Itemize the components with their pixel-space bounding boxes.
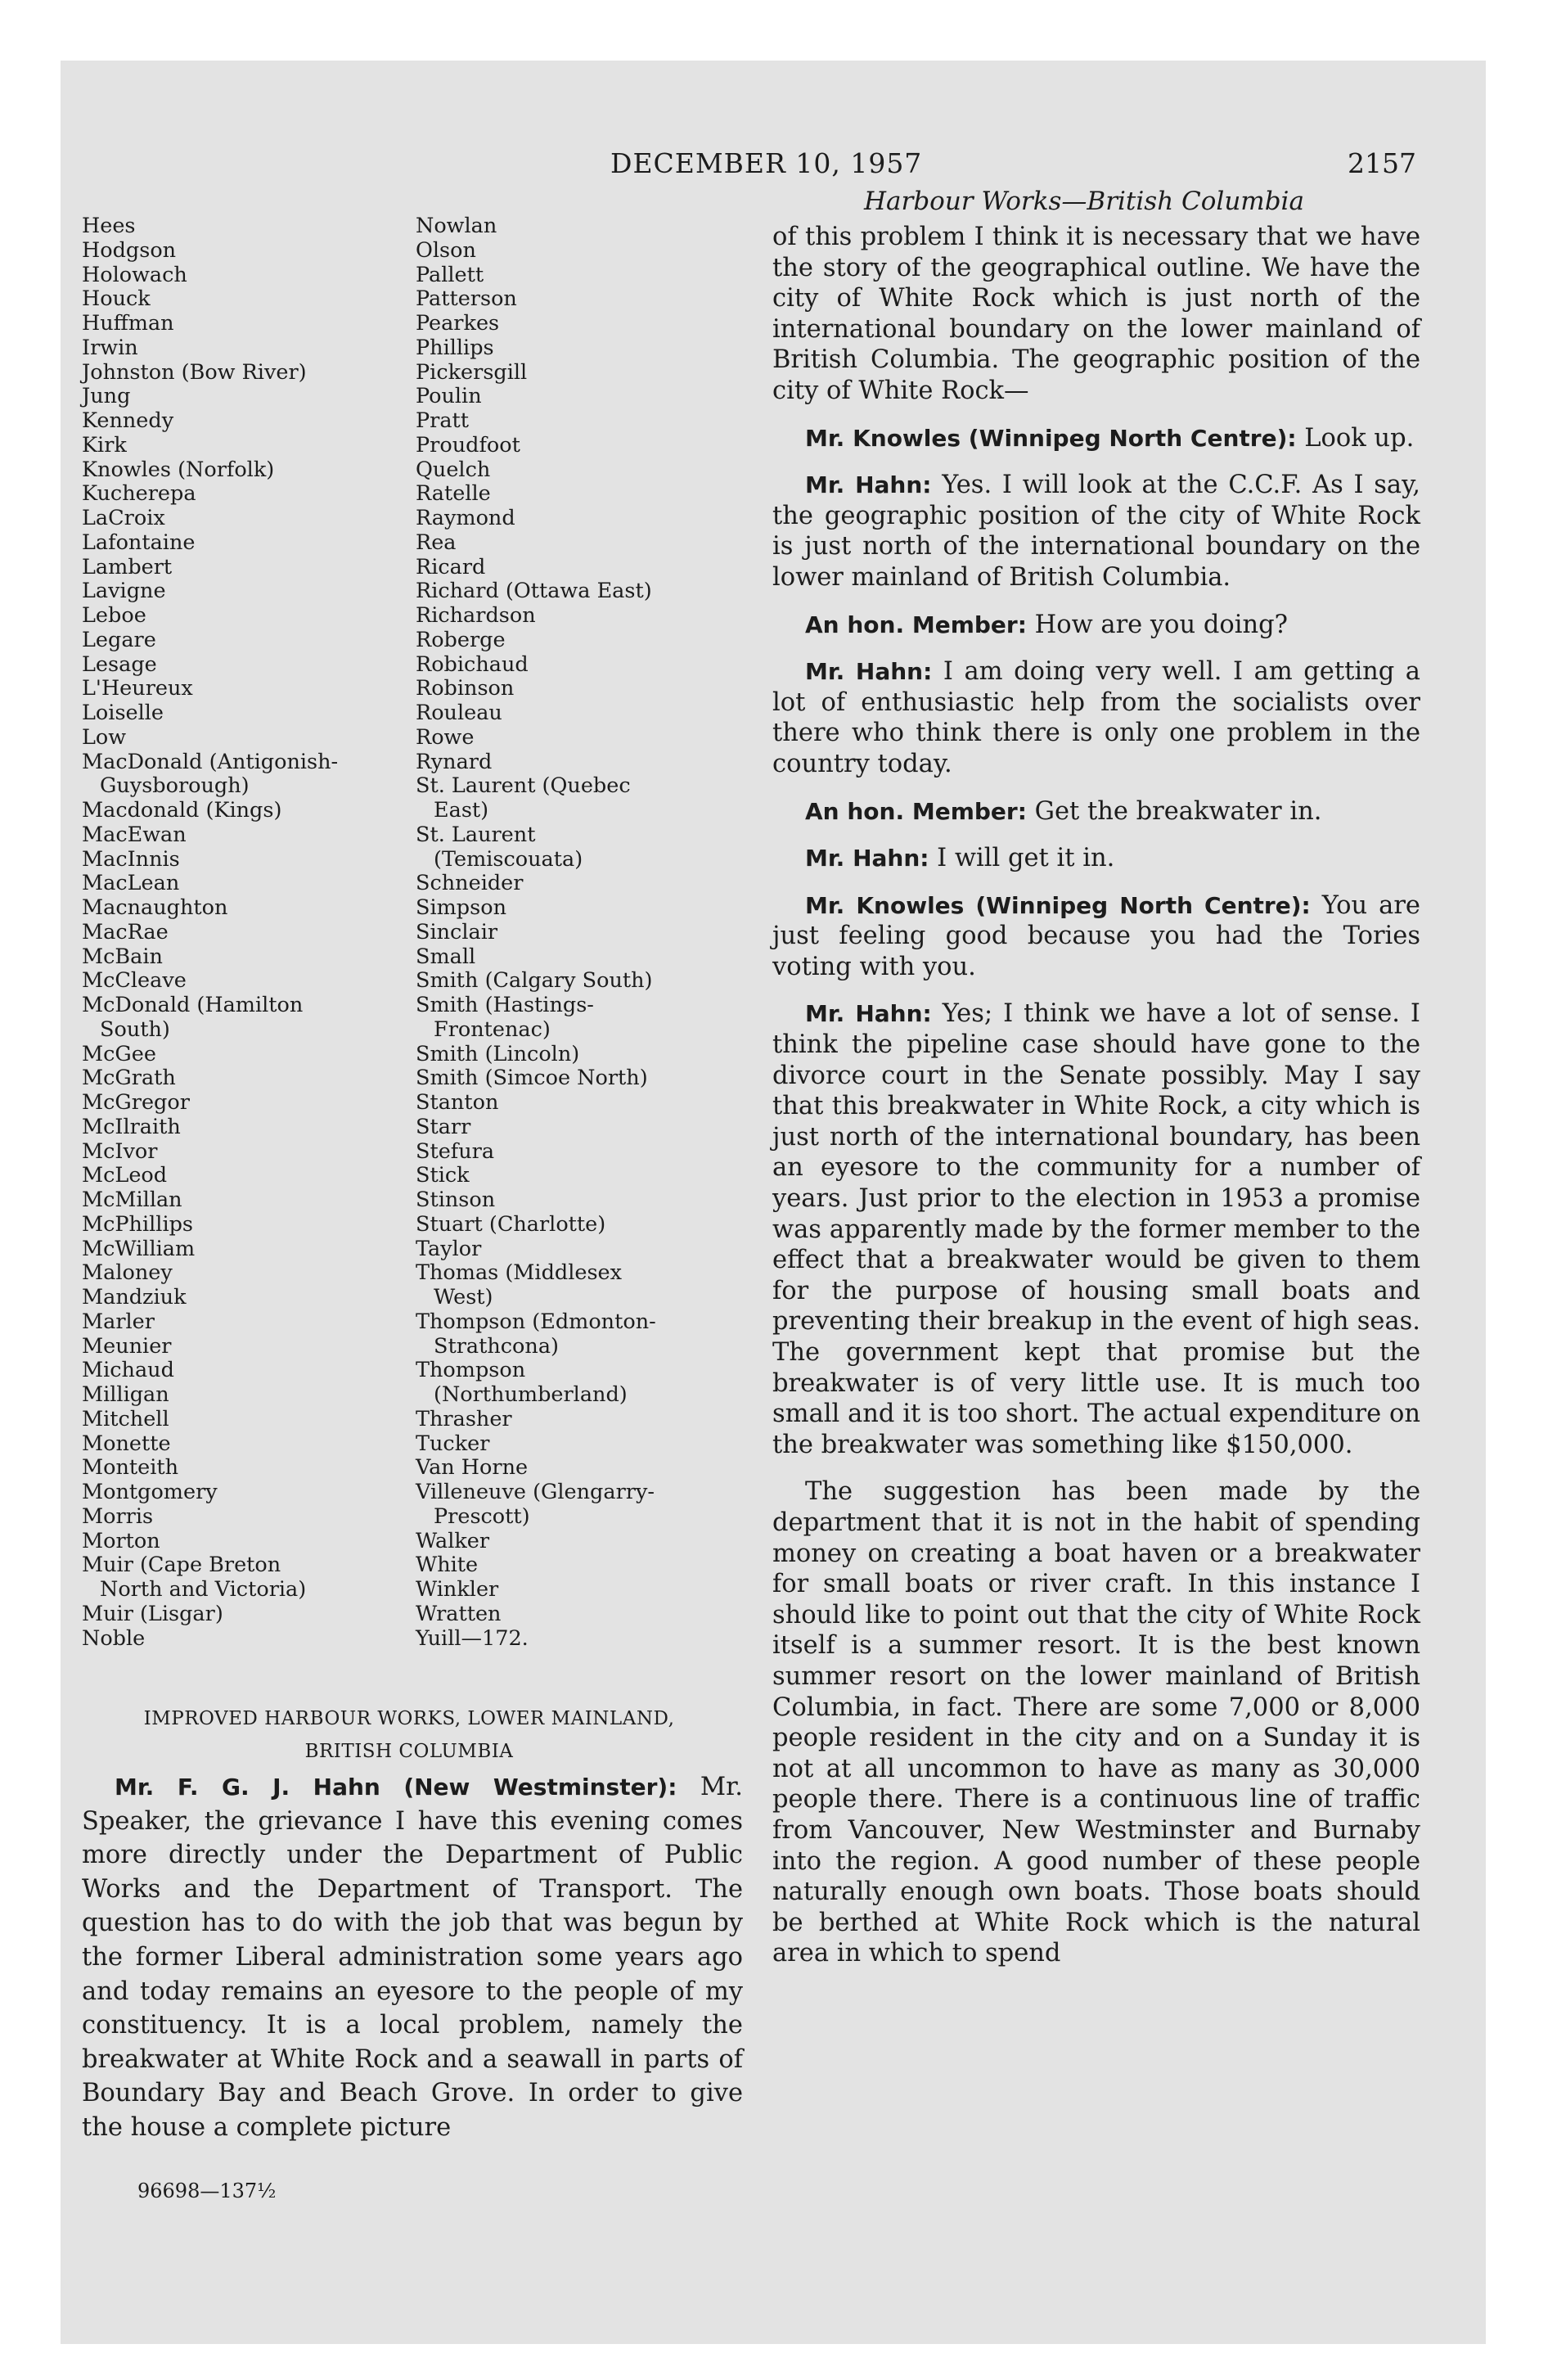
member-name: Winkler xyxy=(416,1577,499,1602)
speech-hahn-opening xyxy=(82,1770,743,2145)
member-name: Leboe xyxy=(82,603,146,628)
member-name: McIvor xyxy=(82,1138,158,1164)
member-name: Kucherepa xyxy=(82,481,196,507)
member-name: West) xyxy=(434,1285,493,1309)
member-name: L'Heureux xyxy=(82,676,193,701)
member-name: Lavigne xyxy=(82,579,166,604)
paragraph-text: Look up. xyxy=(1296,423,1415,453)
member-name: Yuill—172. xyxy=(416,1625,529,1651)
member-name: Thrasher xyxy=(416,1406,512,1431)
member-name: McGrath xyxy=(82,1066,176,1091)
member-name: (Temiscouata) xyxy=(434,846,583,872)
member-name: Knowles (Norfolk) xyxy=(82,457,275,482)
member-name: Simpson xyxy=(416,895,506,920)
member-name: Richardson xyxy=(416,603,536,628)
debate-paragraph xyxy=(772,796,1420,827)
member-name: Morris xyxy=(82,1503,154,1529)
member-name: McIlraith xyxy=(82,1114,181,1139)
right-column xyxy=(772,222,1420,1986)
member-name: Jung xyxy=(82,384,131,409)
debate-paragraph xyxy=(772,656,1420,779)
member-name: Thomas (Middlesex xyxy=(416,1260,623,1286)
member-name: Rowe xyxy=(416,724,475,750)
member-name: McWilliam xyxy=(82,1236,196,1261)
member-name: Starr xyxy=(416,1114,471,1139)
member-name: Hodgson xyxy=(82,237,177,263)
member-name: Stinson xyxy=(416,1188,496,1212)
member-name: Wratten xyxy=(416,1601,502,1626)
paragraph-text: of this problem I think it is necessary that we have the story of the geographical outline. We have the city of White Rock which is just north of the international boundary on the lower mainland of British Columbia. The geographic position of the city of White Rock— xyxy=(772,223,1420,405)
member-name: Mandziuk xyxy=(82,1285,187,1309)
member-name: MacRae xyxy=(82,919,169,944)
member-name: McMillan xyxy=(82,1188,182,1212)
member-name: Smith (Hastings- xyxy=(416,993,594,1017)
paragraph-text: I will get it in. xyxy=(929,844,1115,873)
member-name: Montgomery xyxy=(82,1480,218,1504)
member-name: McPhillips xyxy=(82,1211,194,1237)
member-name: Pickersgill xyxy=(416,359,528,385)
paragraph-text: Yes. I will look at the C.C.F. As I say, the geographic position of the city of White Rock is just north of the international boundary on the lower mainland of British Columbia. xyxy=(772,471,1420,592)
member-name: White xyxy=(416,1553,479,1578)
member-name: Prescott) xyxy=(434,1503,530,1529)
paragraph-text: You are just feeling good because you had the Tories voting with you. xyxy=(772,890,1420,981)
member-name: Pallett xyxy=(416,262,484,287)
member-name: Meunier xyxy=(82,1333,172,1359)
member-name: Ricard xyxy=(416,554,486,579)
member-name: East) xyxy=(434,798,489,823)
member-name: Legare xyxy=(82,627,156,652)
member-name: Morton xyxy=(82,1528,160,1553)
running-head: Harbour Works—British Columbia xyxy=(864,187,1304,216)
debate-paragraph xyxy=(772,470,1420,593)
member-name: Marler xyxy=(82,1309,155,1334)
debate-paragraph xyxy=(772,610,1420,641)
member-name: Poulin xyxy=(416,384,482,409)
header-date: DECEMBER 10, 1957 xyxy=(610,147,923,179)
member-name: Roberge xyxy=(416,627,506,652)
member-name: Holowach xyxy=(82,262,187,287)
member-name: Macdonald (Kings) xyxy=(82,798,282,823)
member-name: Pratt xyxy=(416,408,470,433)
member-name: South) xyxy=(100,1016,170,1042)
member-name: Muir (Lisgar) xyxy=(82,1601,223,1626)
paragraph-text: The suggestion has been made by the department that it is not in the habit of spending money on creating a boat haven or a breakwater for small boats or river craft. In this instance I should like to point out that the city of White Rock itself is a summer resort. It is the best known summer resort on the lower mainland of British Columbia, in fact. There are some 7,000 or 8,000 people resident in the city and on a Sunday it is not at all uncommon to have as many as 30,000 people there. There is a continuous line of traffic from Vancouver, New Westminster and Burnaby into the region. A good number of these people naturally enough own boats. Those boats should be berthed at White Rock which is the natural area in which to spend xyxy=(772,1477,1420,1968)
member-name: Hees xyxy=(82,214,136,238)
member-name: MacEwan xyxy=(82,822,187,847)
member-name: McLeod xyxy=(82,1163,168,1188)
member-name: Frontenac) xyxy=(434,1016,551,1042)
member-name: Sinclair xyxy=(416,919,498,944)
member-name: St. Laurent (Quebec xyxy=(416,773,631,799)
member-name: Rouleau xyxy=(416,701,502,725)
member-name: Smith (Lincoln) xyxy=(416,1041,580,1066)
vote-list-column-2 xyxy=(416,214,656,1651)
member-name: Mitchell xyxy=(82,1406,169,1431)
member-name: Kennedy xyxy=(82,408,174,433)
member-name: Stick xyxy=(416,1163,470,1188)
member-name: Olson xyxy=(416,237,476,263)
member-name: Robichaud xyxy=(416,651,529,677)
member-name: McDonald (Hamilton xyxy=(82,993,304,1017)
member-name: Houck xyxy=(82,286,151,312)
member-name: Monteith xyxy=(82,1455,179,1481)
member-name: (Northumberland) xyxy=(434,1382,628,1407)
debate-paragraph xyxy=(772,1476,1420,1969)
member-name: Tucker xyxy=(416,1431,490,1456)
member-name: Guysborough) xyxy=(100,773,250,799)
debate-paragraph xyxy=(772,423,1420,454)
member-name: McGee xyxy=(82,1041,156,1066)
member-name: McBain xyxy=(82,944,163,969)
member-name: McCleave xyxy=(82,968,187,994)
member-name: McGregor xyxy=(82,1090,190,1115)
member-name: Van Horne xyxy=(416,1455,529,1481)
member-name: Rea xyxy=(416,530,457,555)
paragraph-text: Yes; I think we have a lot of sense. I think the pipeline case should have gone to the divorce court in the Senate possibly. May I say that this breakwater in White Rock, a city which is just north of the international boundary, has been an eyesore to the community for a number of years. Just prior to the election in 1953 a promise was apparently made by the former member to the effect that a breakwater would be given to them for the purpose of housing small boats and preventing their breakup in the event of high seas. The government kept that promise but the breakwater is of very little use. It is much too small and it is too short. The actual expenditure on the breakwater was something like $150,000. xyxy=(772,999,1420,1459)
member-name: Irwin xyxy=(82,335,138,360)
member-name: Thompson xyxy=(416,1358,526,1383)
member-name: Lesage xyxy=(82,651,157,677)
member-name: MacDonald (Antigonish- xyxy=(82,749,339,774)
member-name: Richard (Ottawa East) xyxy=(416,579,652,604)
paragraph-text: Get the breakwater in. xyxy=(1026,796,1322,826)
debate-paragraph xyxy=(772,222,1420,407)
speaker-name: Mr. F. G. J. Hahn (New Westminster): xyxy=(115,1774,677,1801)
member-name: Maloney xyxy=(82,1260,173,1286)
member-name: MacLean xyxy=(82,871,180,896)
member-name: Macnaughton xyxy=(82,895,228,920)
paragraph-text: I am doing very well. I am getting a lot of enthusiastic help from the socialists over there who think there is only one problem in the country today. xyxy=(772,657,1420,778)
speaker-name: Mr. Knowles (Winnipeg North Centre): xyxy=(805,424,1297,452)
member-name: Thompson (Edmonton- xyxy=(416,1309,656,1334)
speech-text: Mr. Speaker, the grievance I have this evening comes more directly under the Department of Public Works and the Department of Transport. The question has to do with the job that was begun by the former Liberal administration some years ago and today remains an eyesore to the people of my constituency. It is a local problem, namely the breakwater at White Rock and a seawall in parts of Boundary Bay and Beach Grove. In order to give the house a complete picture xyxy=(82,1773,743,2142)
member-name: Smith (Calgary South) xyxy=(416,968,653,994)
member-name: Taylor xyxy=(416,1236,482,1261)
speaker-name: Mr. Knowles (Winnipeg North Centre): xyxy=(805,891,1311,919)
member-name: MacInnis xyxy=(82,846,180,872)
member-name: Smith (Simcoe North) xyxy=(416,1066,648,1091)
speaker-name: Mr. Hahn: xyxy=(805,471,932,499)
section-heading-line-1: IMPROVED HARBOUR WORKS, LOWER MAINLAND, xyxy=(143,1708,675,1729)
member-name: Robinson xyxy=(416,676,515,701)
member-name: Stefura xyxy=(416,1138,495,1164)
member-name: Stuart (Charlotte) xyxy=(416,1211,606,1237)
speaker-name: An hon. Member: xyxy=(805,797,1027,825)
member-name: Proudfoot xyxy=(416,432,520,458)
vote-list-column-1 xyxy=(82,214,338,1651)
section-heading-line-2: BRITISH COLUMBIA xyxy=(304,1741,514,1762)
member-name: Huffman xyxy=(82,311,174,336)
paragraph-text: How are you doing? xyxy=(1026,610,1288,639)
member-name: Pearkes xyxy=(416,311,500,336)
member-name: Quelch xyxy=(416,457,491,482)
member-name: Ratelle xyxy=(416,481,491,507)
speaker-name: Mr. Hahn: xyxy=(805,658,933,686)
member-name: North and Victoria) xyxy=(100,1577,307,1602)
member-name: Kirk xyxy=(82,432,127,458)
member-name: Schneider xyxy=(416,871,524,896)
member-name: Walker xyxy=(416,1528,490,1553)
member-name: Patterson xyxy=(416,286,517,312)
member-name: Lambert xyxy=(82,554,173,579)
member-name: Low xyxy=(82,724,127,750)
speaker-name: Mr. Hahn: xyxy=(805,845,929,872)
debate-paragraph xyxy=(772,843,1420,874)
member-name: Nowlan xyxy=(416,214,497,238)
member-name: Lafontaine xyxy=(82,530,196,555)
member-name: Small xyxy=(416,944,476,969)
member-name: LaCroix xyxy=(82,506,165,530)
member-name: St. Laurent xyxy=(416,822,536,847)
debate-paragraph xyxy=(772,890,1420,983)
speaker-name: Mr. Hahn: xyxy=(805,1000,932,1028)
member-name: Rynard xyxy=(416,749,493,774)
member-name: Noble xyxy=(82,1625,146,1651)
member-name: Stanton xyxy=(416,1090,499,1115)
member-name: Strathcona) xyxy=(434,1333,559,1359)
page-number: 2157 xyxy=(1348,147,1416,179)
member-name: Monette xyxy=(82,1431,171,1456)
member-name: Loiselle xyxy=(82,701,164,725)
section-heading xyxy=(74,1702,745,1768)
member-name: Johnston (Bow River) xyxy=(82,359,307,385)
member-name: Milligan xyxy=(82,1382,169,1407)
member-name: Villeneuve (Glengarry- xyxy=(416,1480,655,1504)
debate-paragraph xyxy=(772,998,1420,1460)
member-name: Raymond xyxy=(416,506,515,530)
member-name: Michaud xyxy=(82,1358,174,1383)
speaker-name: An hon. Member: xyxy=(805,611,1027,638)
member-name: Muir (Cape Breton xyxy=(82,1553,281,1578)
member-name: Phillips xyxy=(416,335,494,360)
footer-code: 96698—137½ xyxy=(137,2179,277,2202)
